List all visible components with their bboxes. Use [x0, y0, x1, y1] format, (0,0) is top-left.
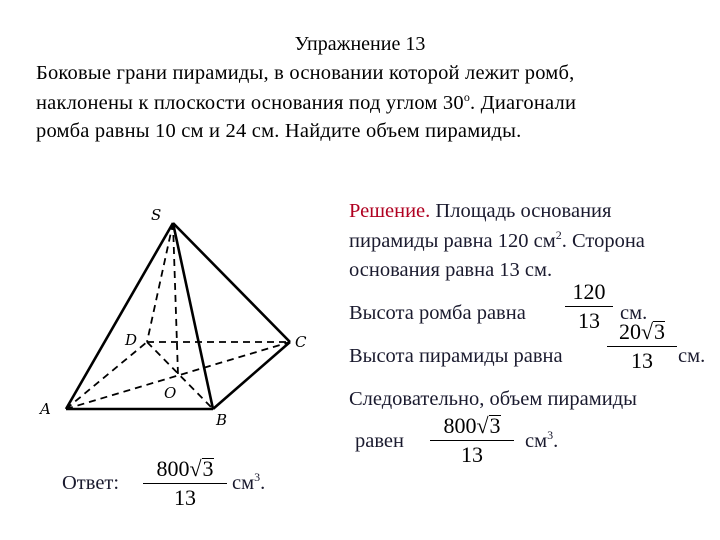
pyramid-height-coefficient: 20 [618, 319, 641, 344]
volume-coefficient: 800 [443, 413, 477, 438]
fraction-bar [143, 483, 227, 484]
problem-line-3: ромба равны 10 см и 24 см. Найдите объем пирамиды. [36, 120, 522, 142]
vertex-C: C [295, 333, 307, 351]
answer-label: Ответ: [62, 472, 120, 494]
vertex-D: D [125, 331, 138, 349]
point-O: O [164, 384, 177, 402]
volume-unit-exponent: 3 [547, 428, 554, 443]
edge-SC [173, 223, 290, 342]
solution-line-3: основания равна 13 см. [349, 259, 553, 281]
problem-line-2 [36, 92, 576, 115]
solution-line-2-text: пирамиды равна 120 см [349, 230, 556, 252]
answer-denominator: 13 [174, 485, 196, 510]
answer-radicand: 3 [202, 456, 214, 481]
edge-BC [213, 342, 290, 409]
answer-fraction [143, 457, 227, 510]
pyramid-height-unit: см. [678, 345, 706, 367]
rhombus-height-numerator: 120 [572, 279, 606, 304]
pyramid-height-text: Высота пирамиды равна [349, 345, 563, 367]
answer-unit-exponent: 3 [254, 470, 261, 485]
sqrt-symbol: √ [640, 319, 654, 344]
degree-mark: о [463, 90, 471, 105]
edge-SB [173, 223, 213, 409]
volume-fraction [430, 414, 514, 467]
problem-line-2-end: . Диагонали [470, 92, 577, 114]
sqrt-symbol: √ [189, 456, 202, 481]
vertex-S: S [151, 206, 162, 224]
pyramid-figure [30, 200, 330, 430]
vertex-A: A [40, 400, 51, 418]
problem-line-2-text: наклонены к плоскости основания под углом 30 [36, 92, 464, 114]
solution-line-1 [349, 200, 611, 223]
answer-unit-period: . [260, 472, 266, 494]
diagonal-BD [147, 342, 213, 409]
edge-AD [66, 342, 147, 409]
pyramid-height-numerator [607, 320, 677, 344]
volume-unit-text: см [525, 430, 548, 452]
volume-unit [525, 430, 558, 453]
sqrt-symbol: √ [476, 413, 489, 438]
answer-coefficient: 800 [156, 456, 190, 481]
volume-radicand: 3 [489, 413, 501, 438]
answer-numerator [143, 457, 227, 481]
rhombus-height-denominator: 13 [578, 308, 600, 333]
rhombus-height-text: Высота ромба равна [349, 302, 526, 324]
volume-unit-period: . [553, 430, 559, 452]
edge-SD [147, 223, 173, 342]
rhombus-height-fraction [565, 280, 613, 333]
pyramid-height-denominator: 13 [631, 348, 653, 373]
vertex-B: B [216, 411, 228, 429]
conclusion-line-1: Следовательно, объем пирамиды [349, 388, 637, 410]
edge-SA [66, 223, 173, 409]
fraction-bar [607, 346, 677, 347]
problem-line-1: Боковые грани пирамиды, в основании которой лежит ромб, [36, 62, 575, 84]
solution-line-2-end: . Сторона [561, 230, 645, 252]
area-exponent: 2 [555, 228, 562, 243]
answer-unit [232, 472, 265, 495]
rhombus-height-unit: см. [620, 302, 648, 324]
conclusion-line-2: равен [355, 430, 404, 452]
solution-line-1-text: Площадь основания [430, 200, 612, 222]
answer-unit-text: см [232, 472, 255, 494]
volume-denominator: 13 [461, 442, 483, 467]
volume-numerator [430, 414, 514, 438]
solution-label: Решение. [349, 200, 431, 222]
fraction-bar [565, 306, 613, 307]
pyramid-height-fraction [607, 320, 677, 373]
fraction-bar [430, 440, 514, 441]
solution-line-2 [349, 230, 645, 253]
pyramid-height-radicand: 3 [654, 319, 666, 344]
exercise-title: Упражнение 13 [294, 33, 426, 55]
